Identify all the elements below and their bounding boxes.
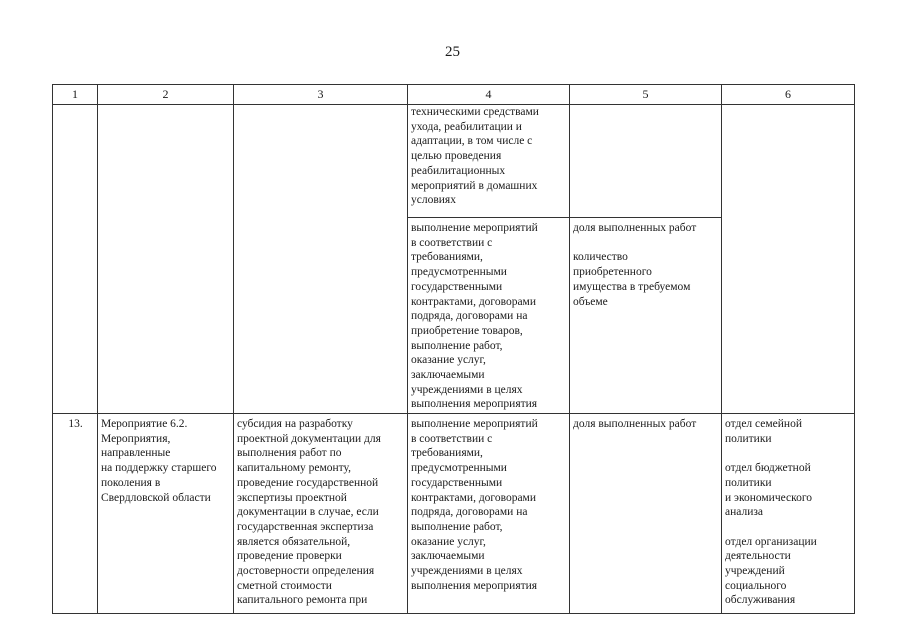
table-cell bbox=[570, 105, 722, 218]
task-description-cell: выполнение мероприятий в соответствии с требованиями, предусмотренными государственными контрактами, договорами подряда, договорами на приобретение товаров, выполнение работ, оказание услуг, заключаемыми учреждениями в целях выполнения мероприятия bbox=[408, 218, 570, 414]
column-header-1: 1 bbox=[53, 85, 98, 105]
table-row bbox=[53, 414, 855, 614]
table-row bbox=[53, 105, 855, 218]
measure-name-cell: Мероприятие 6.2. Мероприятия, направленные на поддержку старшего поколения в Свердловской области bbox=[98, 414, 234, 614]
task-description-cell: техническими средствами ухода, реабилитации и адаптации, в том числе с целью проведения реабилитационных мероприятий в домашних условиях bbox=[408, 105, 570, 218]
responsible-department-cell: отдел семейной политики отдел бюджетной политики и экономического анализа отдел организации деятельности учреждений социального обслуживания bbox=[722, 414, 855, 614]
page-number: 25 bbox=[445, 44, 460, 60]
measures-table bbox=[52, 84, 855, 614]
table-cell bbox=[722, 105, 855, 414]
table-cell bbox=[234, 105, 408, 414]
subsidy-description-cell: субсидия на разработку проектной документации для выполнения работ по капитальному ремонту, проведение государственной экспертизы проектной документации в случае, если государственная экспертиза является обязательной, проведение проверки достоверности определения сметной стоимости капитального ремонта при bbox=[234, 414, 408, 614]
table-cell bbox=[53, 105, 98, 414]
column-header-6: 6 bbox=[722, 85, 855, 105]
indicator-cell: доля выполненных работ количество приобретенного имущества в требуемом объеме bbox=[570, 218, 722, 414]
row-number-cell: 13. bbox=[53, 414, 98, 614]
task-description-cell: выполнение мероприятий в соответствии с требованиями, предусмотренными государственными контрактами, договорами подряда, договорами на выполнение работ, оказание услуг, заключаемыми учреждениями в целях выполнения мероприятия bbox=[408, 414, 570, 614]
column-header-5: 5 bbox=[570, 85, 722, 105]
column-header-4: 4 bbox=[408, 85, 570, 105]
indicator-cell: доля выполненных работ bbox=[570, 414, 722, 614]
table-cell bbox=[98, 105, 234, 414]
column-header-3: 3 bbox=[234, 85, 408, 105]
column-number-row bbox=[53, 85, 855, 105]
column-header-2: 2 bbox=[98, 85, 234, 105]
